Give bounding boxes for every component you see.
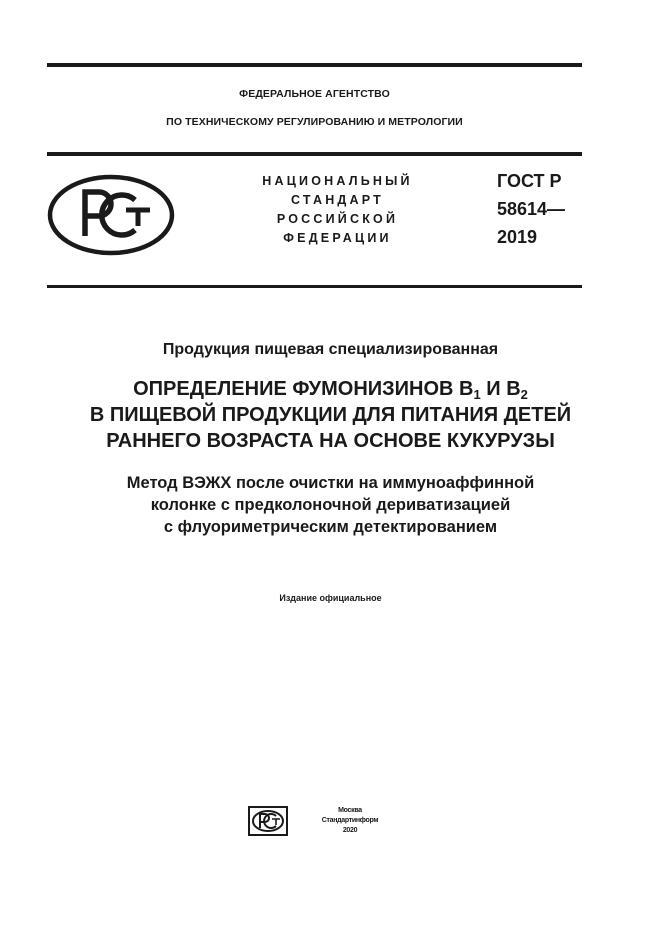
gost-number-line-2: 58614— bbox=[497, 199, 566, 219]
gost-number-line-3: 2019 bbox=[497, 227, 538, 247]
main-title-line-3: РАННЕГО ВОЗРАСТА НА ОСНОВЕ КУКУРУЗЫ bbox=[106, 430, 555, 452]
agency-line-1: ФЕДЕРАЛЬНОЕ АГЕНТСТВО bbox=[239, 88, 390, 100]
national-standard-line-1: НАЦИОНАЛЬНЫЙ bbox=[262, 174, 413, 188]
agency-line-2: ПО ТЕХНИЧЕСКОМУ РЕГУЛИРОВАНИЮ И МЕТРОЛОГИИ bbox=[166, 116, 463, 128]
middle-rule bbox=[47, 285, 582, 288]
publisher-name: Стандартинформ bbox=[321, 817, 379, 824]
method-line-2: колонке с предколоночной дериватизацией bbox=[150, 496, 511, 514]
national-standard-line-3: РОССИЙСКОЙ bbox=[276, 212, 399, 226]
subscript-1: 1 bbox=[473, 387, 481, 402]
main-title-text-a: ОПРЕДЕЛЕНИЕ ФУМОНИЗИНОВ В bbox=[133, 378, 474, 400]
edition-label: Издание официальное bbox=[279, 593, 382, 603]
method-line-3: с флуориметрическим детектированием bbox=[163, 518, 498, 536]
publisher-info bbox=[310, 806, 390, 836]
rst-logo-icon bbox=[47, 174, 175, 256]
national-standard-line-2: СТАНДАРТ bbox=[291, 193, 384, 207]
top-rule bbox=[47, 63, 582, 67]
publisher-logo-icon bbox=[248, 806, 288, 836]
subscript-2: 2 bbox=[520, 387, 528, 402]
rst-logo bbox=[47, 174, 175, 261]
publisher-city: Москва bbox=[338, 807, 362, 814]
gost-number-line-1: ГОСТ Р bbox=[497, 171, 562, 191]
product-category: Продукция пищевая специализированная bbox=[162, 341, 499, 358]
national-standard-line-4: ФЕДЕРАЦИИ bbox=[283, 231, 392, 245]
method-line-1: Метод ВЭЖХ после очистки на иммуноаффинной bbox=[126, 474, 535, 492]
publisher-logo bbox=[248, 806, 288, 841]
main-title-line-2: В ПИЩЕВОЙ ПРОДУКЦИИ ДЛЯ ПИТАНИЯ ДЕТЕЙ bbox=[89, 404, 572, 426]
main-title-line-1 bbox=[0, 376, 661, 402]
main-title-text-b: И В bbox=[480, 378, 521, 400]
header-rule bbox=[47, 152, 582, 156]
publisher-year: 2020 bbox=[342, 827, 358, 834]
